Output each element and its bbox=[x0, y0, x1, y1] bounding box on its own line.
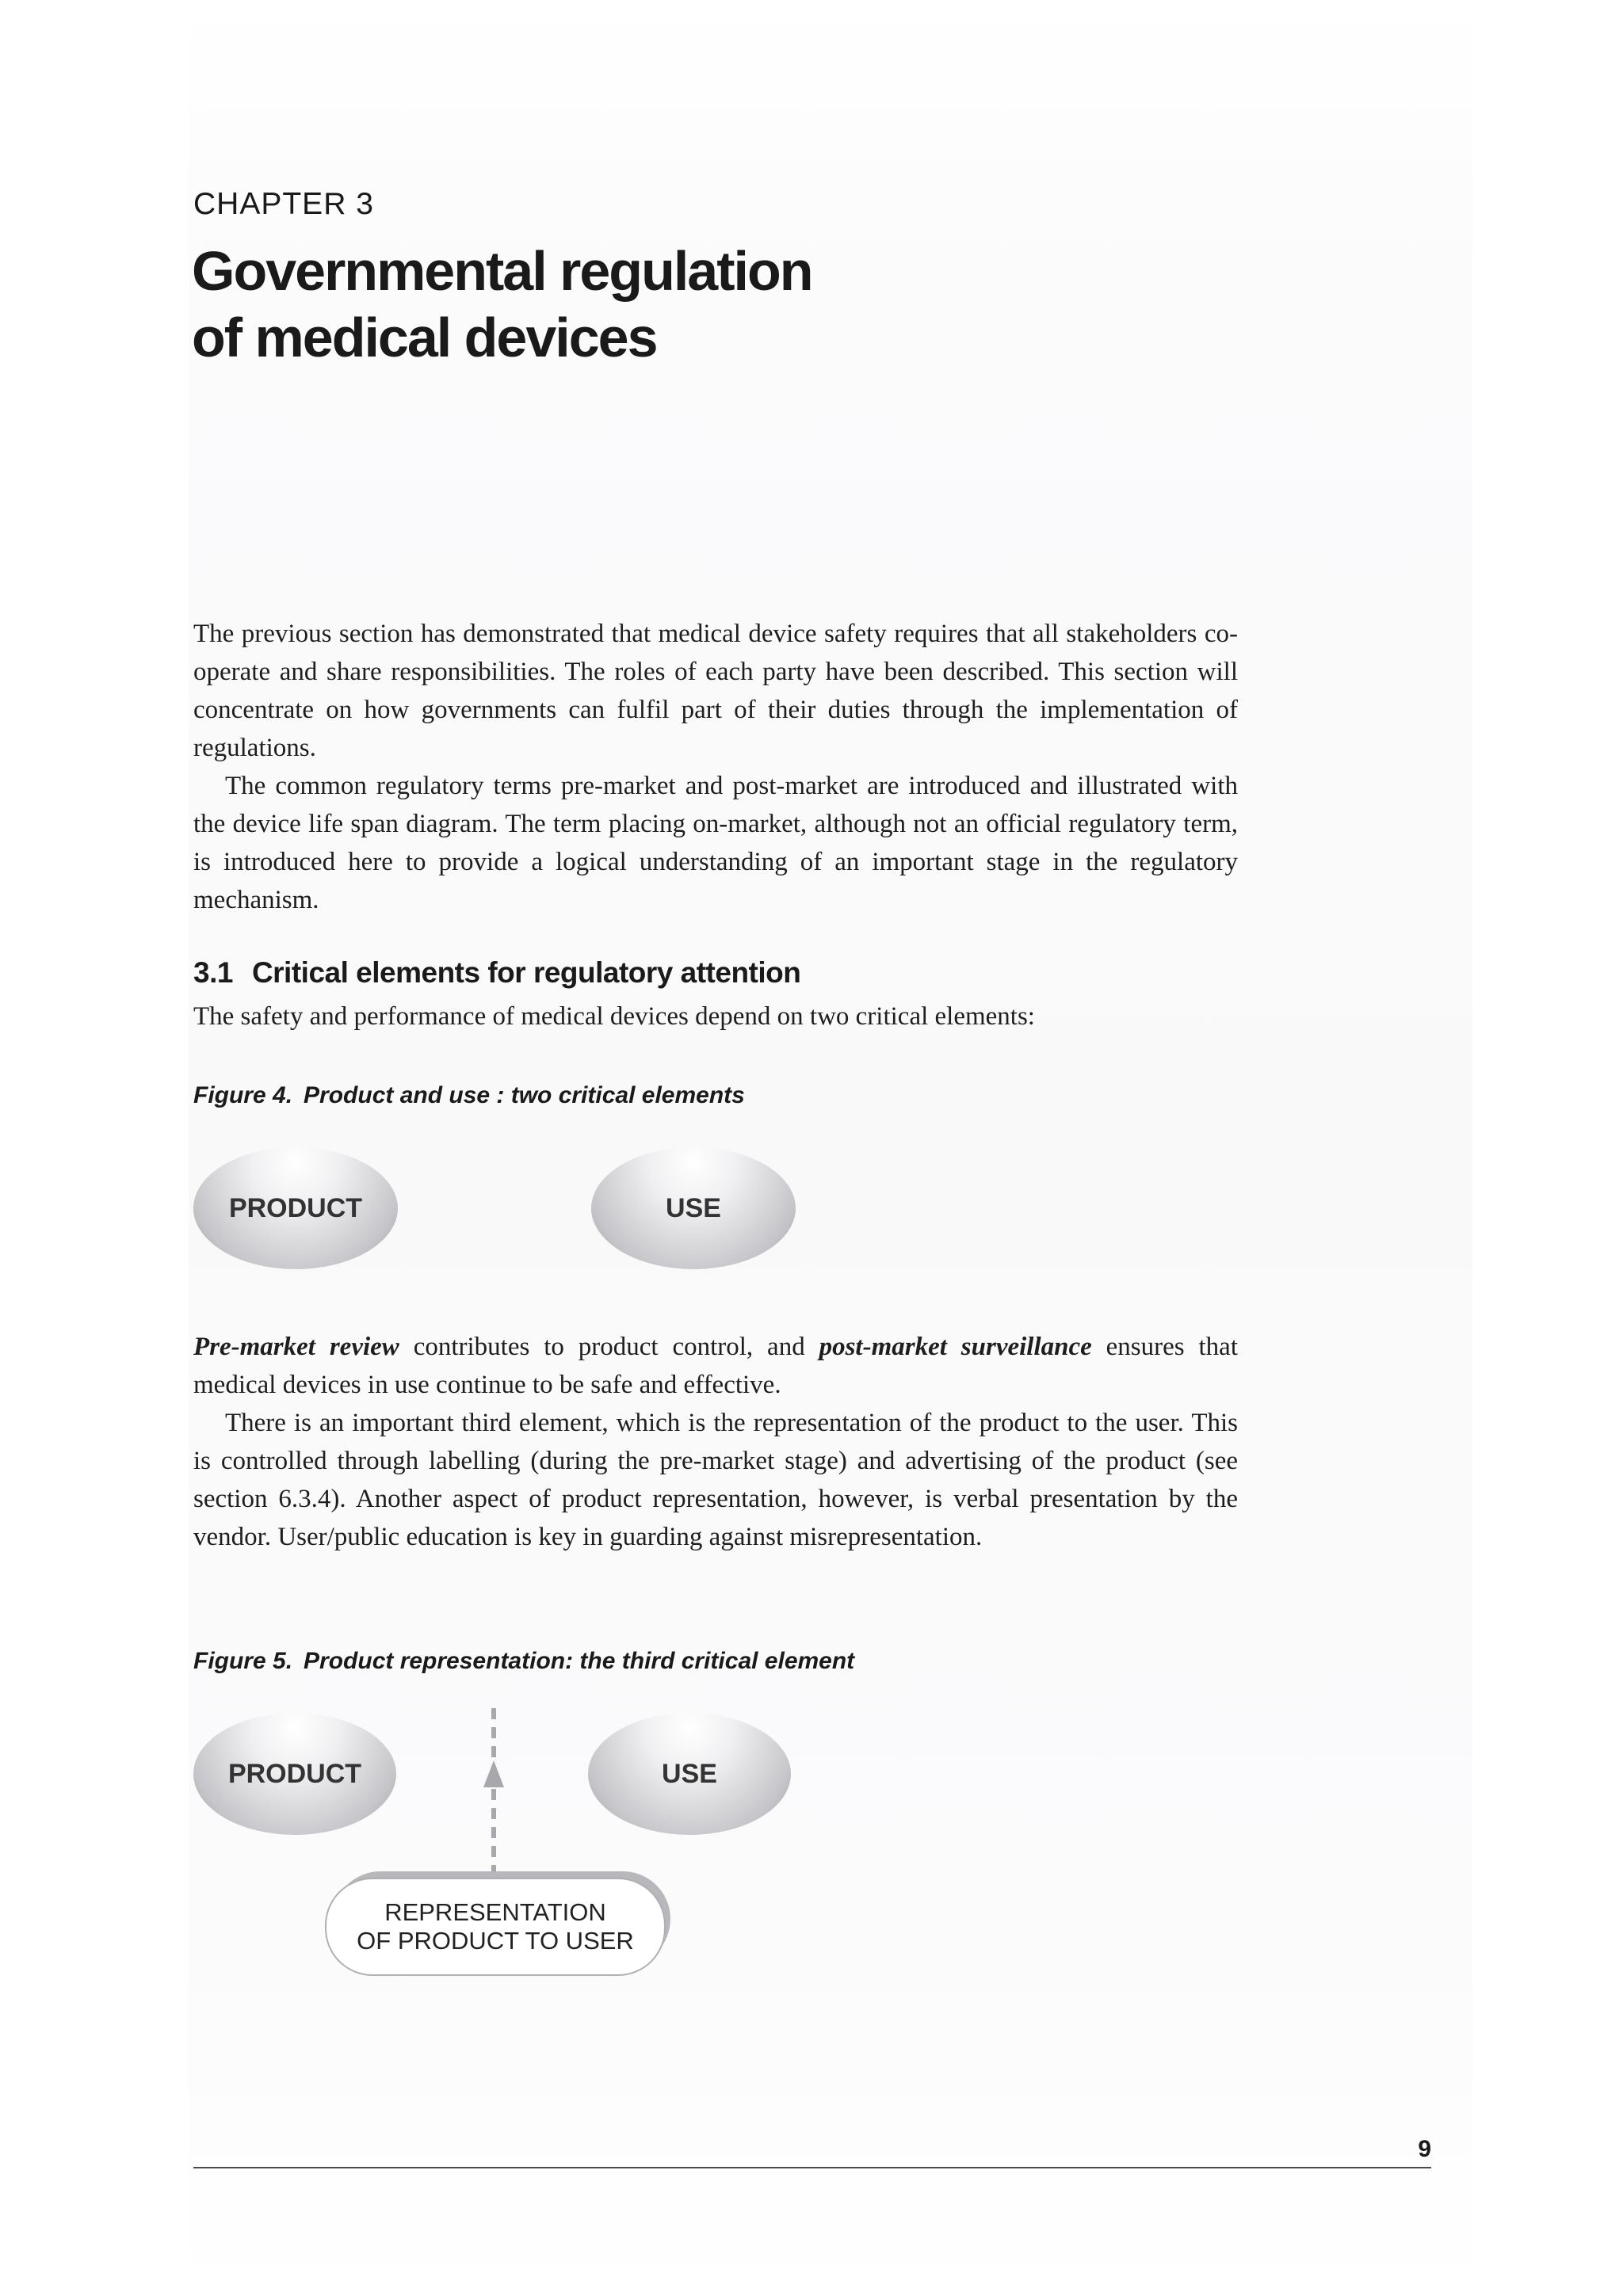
section-number: 3.1 bbox=[193, 956, 233, 989]
figure4-caption bbox=[193, 1082, 745, 1109]
dashed-up-arrow-icon bbox=[475, 1703, 512, 1875]
figure4-product-label: PRODUCT bbox=[228, 1192, 363, 1223]
chapter-title-line1: Governmental regulation bbox=[192, 240, 812, 302]
pre-market-review-term: Pre-market review bbox=[193, 1333, 399, 1361]
figure5-caption bbox=[193, 1648, 854, 1675]
intro-paragraph-2: The common regulatory terms pre-market and post-market are introduced and illustrated with the device life span diagram. The term placing on-market, although not an official regulatory term, is introduced here to provide a logical understanding of an important stage in the regulatory mechanism. bbox=[193, 772, 1238, 914]
figure5-use-ellipse bbox=[588, 1713, 791, 1835]
body2-paragraph-2: There is an important third element, which is the representation of the product to the user. This is controlled through labelling (during the pre-market stage) and advertising of the product (see section 6.3.4). Another aspect of product representation, however, is verbal presentation by the vendor. User/public education is key in guarding against misrepresentation. bbox=[193, 1409, 1238, 1551]
figure4-use-label: USE bbox=[666, 1192, 721, 1223]
representation-box bbox=[325, 1878, 666, 1976]
body2-text bbox=[193, 1328, 1238, 1556]
representation-line2: OF PRODUCT TO USER bbox=[357, 1927, 634, 1955]
body2-text-b: ensures that medical devices in use continue to be safe and effective. bbox=[193, 1333, 1238, 1399]
figure5-use-label: USE bbox=[662, 1758, 717, 1789]
intro-text bbox=[193, 615, 1238, 919]
section-lead: The safety and performance of medical devices depend on two critical elements: bbox=[193, 1002, 1035, 1031]
body2-text-a: contributes to product control, and bbox=[399, 1333, 819, 1361]
chapter-title bbox=[192, 238, 1064, 371]
post-market-surveillance-term: post-market surveillance bbox=[819, 1333, 1092, 1361]
figure4-use-ellipse bbox=[591, 1147, 796, 1269]
figure5-product-ellipse bbox=[193, 1713, 396, 1835]
representation-line1: REPRESENTATION bbox=[384, 1898, 606, 1926]
section-title: Critical elements for regulatory attention bbox=[251, 956, 801, 989]
figure4-product-ellipse bbox=[193, 1147, 398, 1269]
figure5-number: Figure 5. bbox=[193, 1648, 293, 1674]
body2-paragraph-1 bbox=[193, 1328, 1238, 1404]
section-heading bbox=[193, 956, 800, 990]
figure4-number: Figure 4. bbox=[193, 1082, 293, 1108]
figure5-caption-text: Product representation: the third critical element bbox=[304, 1648, 855, 1674]
intro-paragraph-1: The previous section has demonstrated that medical device safety requires that all stakeholders co-operate and share responsibilities. The roles of each party have been described. This section will concentrate on how governments can fulfil part of their duties through the implementation of regulations. bbox=[193, 620, 1238, 762]
footer-rule bbox=[193, 2167, 1431, 2168]
figure4-caption-text: Product and use : two critical elements bbox=[304, 1082, 745, 1108]
chapter-label: CHAPTER 3 bbox=[193, 187, 374, 221]
chapter-title-line2: of medical devices bbox=[192, 307, 657, 368]
figure5-product-label: PRODUCT bbox=[227, 1758, 362, 1789]
page-number: 9 bbox=[1418, 2136, 1431, 2162]
